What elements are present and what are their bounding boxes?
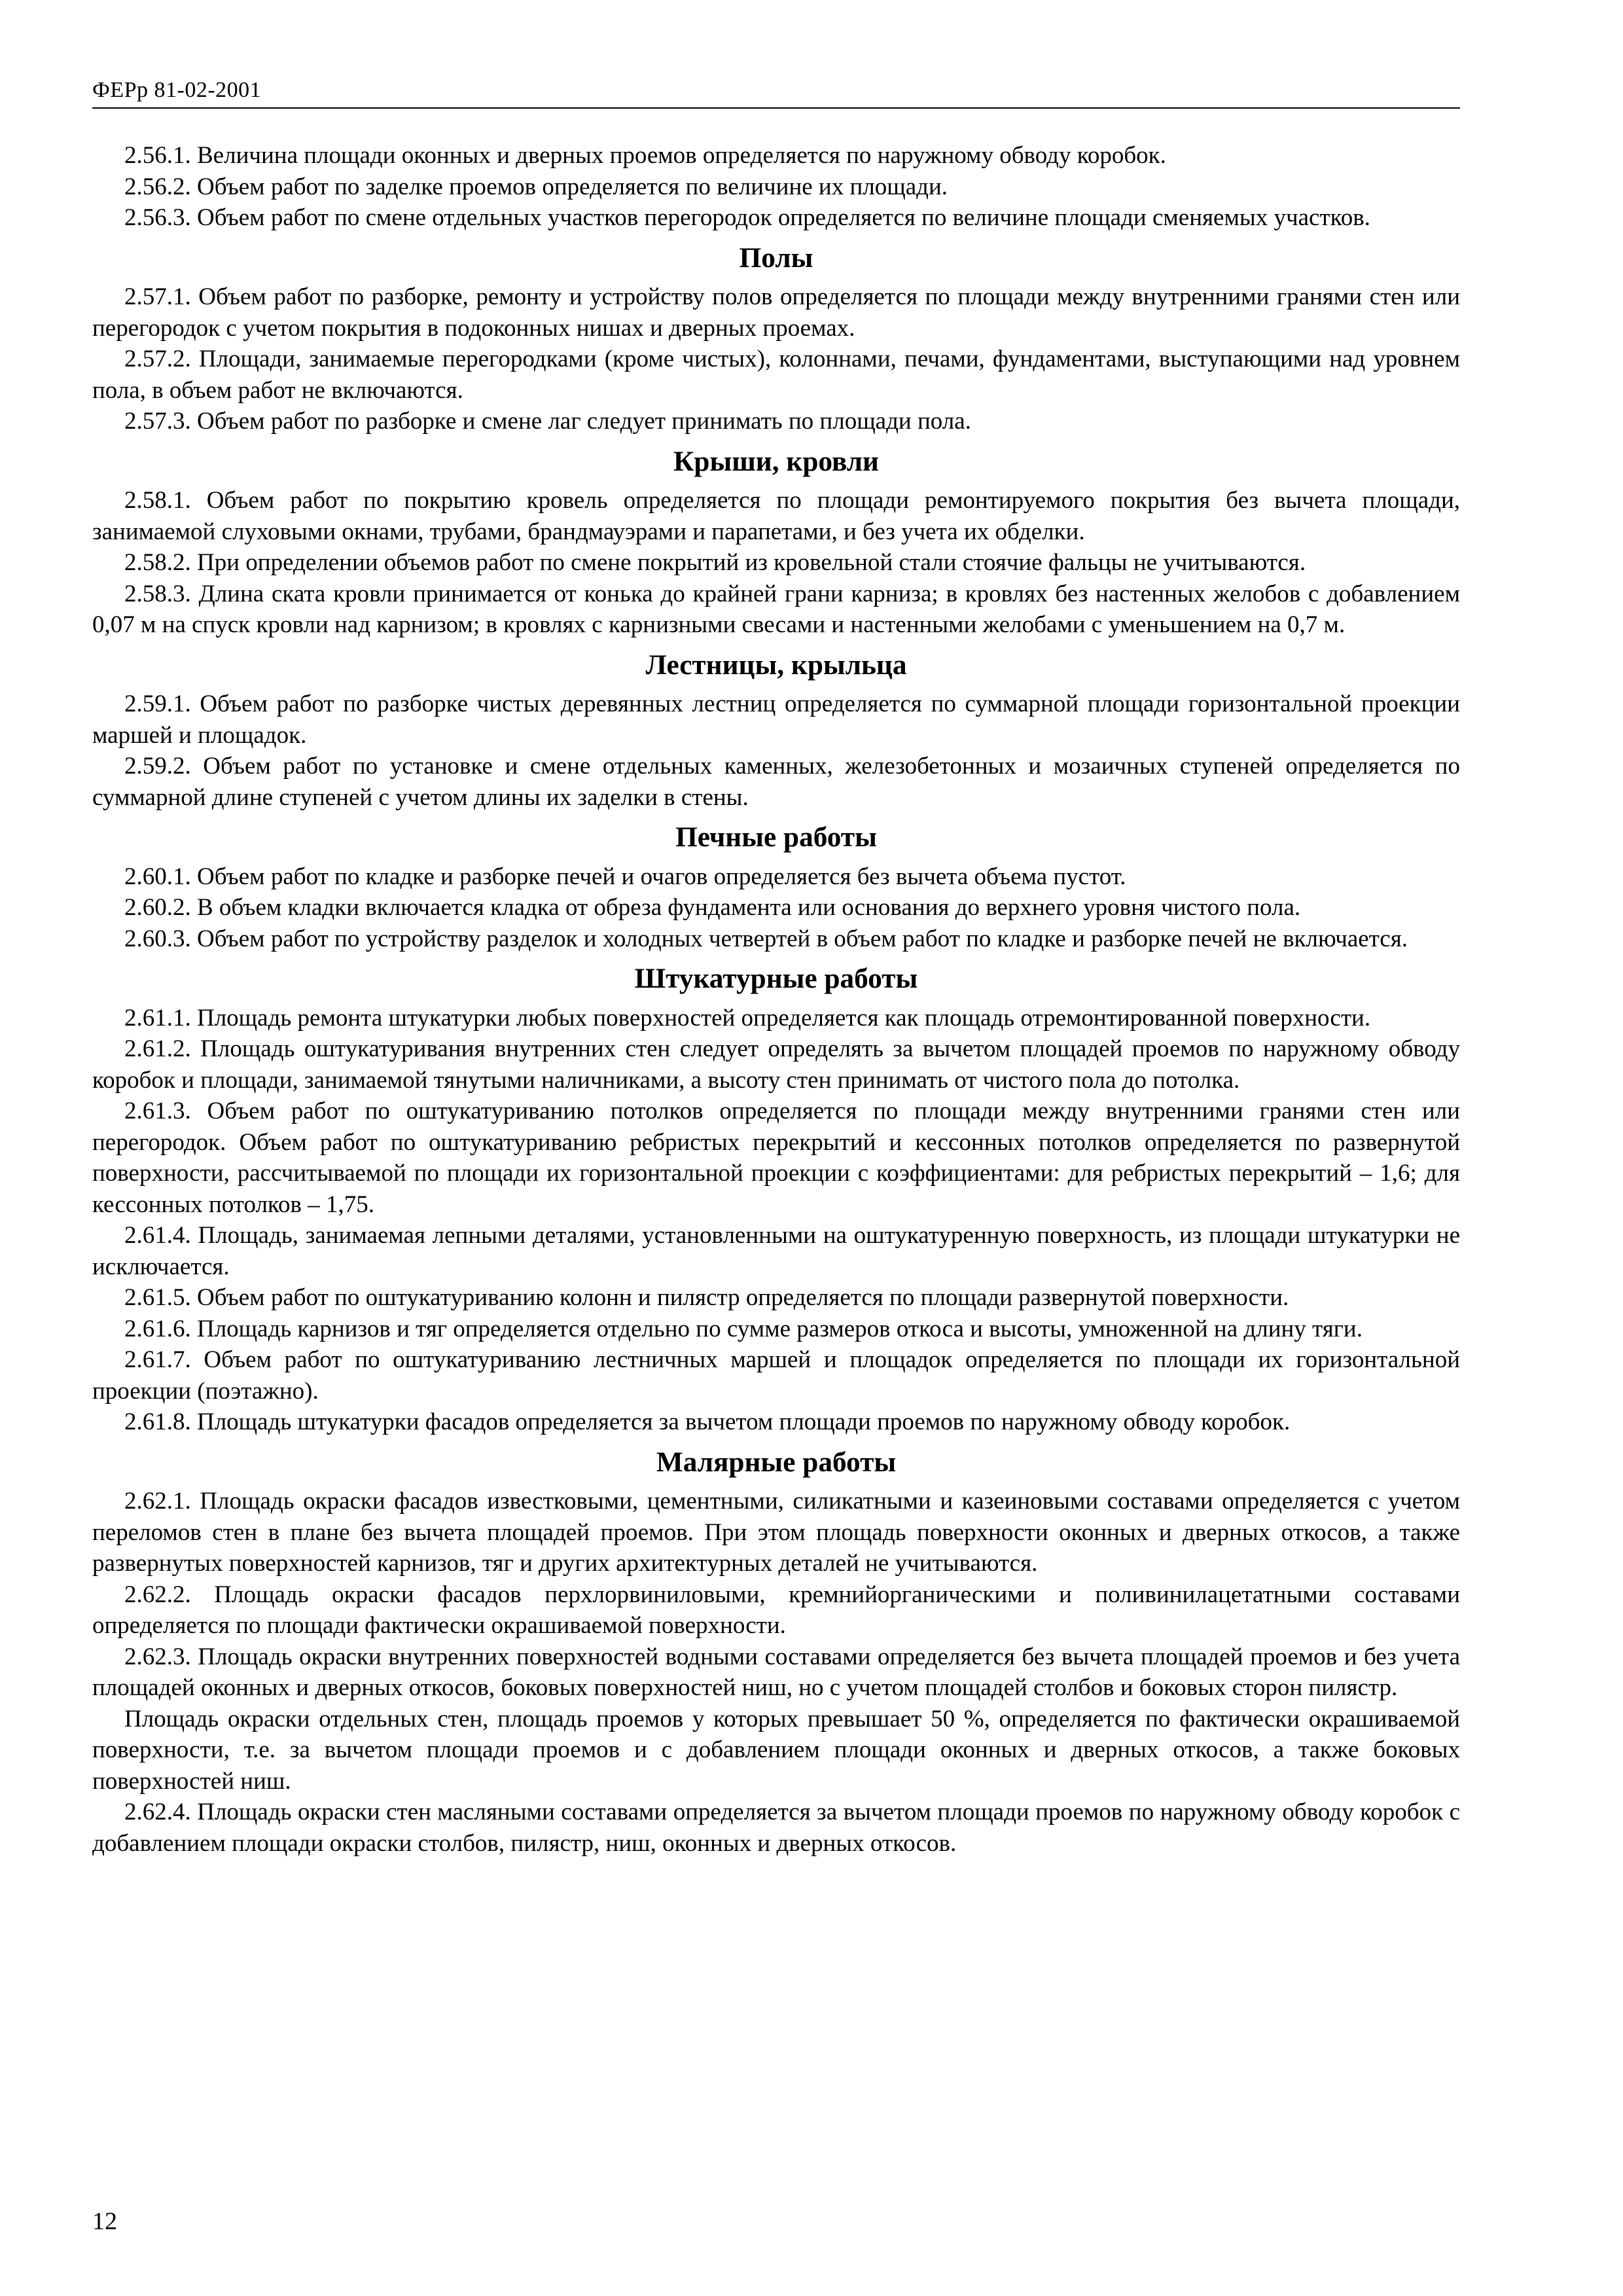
paragraph-2-60-1: 2.60.1. Объем работ по кладке и разборке печей и очагов определяется без вычета объема пустот. [124, 863, 1126, 890]
section-heading-stoves: Печные работы [675, 821, 877, 853]
page-number: 12 [92, 2208, 117, 2235]
paragraph-2-62-3: 2.62.3. Площадь окраски внутренних поверхностей водными составами определяется без вычета площадей проемов и без учета площадей оконных и дверных откосов, боковых поверхностей ниш, но с учетом площадей столбов и боковых сторон пилястр. [92, 1643, 1460, 1701]
paragraph-2-61-2: 2.61.2. Площадь оштукатуривания внутренних стен следует определять за вычетом площадей проемов по наружному обводу коробок и площади, занимаемой тянутыми наличниками, а высоту стен принимать от чистого пола до потолка. [92, 1035, 1460, 1094]
section-heading-plaster: Штукатурные работы [634, 963, 918, 994]
paragraph-2-61-6: 2.61.6. Площадь карнизов и тяг определяется отдельно по сумме размеров откоса и высоты, умноженной на длину тяги. [124, 1315, 1363, 1342]
section-heading-stairs: Лестницы, крыльца [645, 649, 907, 681]
paragraph-2-58-1: 2.58.1. Объем работ по покрытию кровель определяется по площади ремонтируемого покрытия без вычета площади, занимаемой слуховыми окнами, трубами, брандмауэрами и парапетами, и без учета их обделки. [92, 487, 1460, 545]
paragraph-2-61-5: 2.61.5. Объем работ по оштукатуриванию колонн и пилястр определяется по площади развернутой поверхности. [124, 1284, 1289, 1311]
paragraph-2-56-2: 2.56.2. Объем работ по заделке проемов определяется по величине их площади. [124, 173, 948, 200]
document-code: ФЕРр 81-02-2001 [92, 78, 262, 102]
paragraph-2-62-1: 2.62.1. Площадь окраски фасадов известковыми, цементными, силикатными и казеиновыми составами определяется с учетом переломов стен в плане без вычета площадей проемов. При этом площадь поверхности оконных и дверных откосов, а также развернутых поверхностей карнизов, тяг и других архитектурных деталей не учитываются. [92, 1488, 1460, 1577]
paragraph-2-58-3: 2.58.3. Длина ската кровли принимается от конька до крайней грани карниза; в кровлях без настенных желобов с добавлением 0,07 м на спуск кровли над карнизом; в кровлях с карнизными свесами и настенными желобами с уменьшением на 0,7 м. [92, 580, 1460, 638]
paragraph-2-62-2: 2.62.2. Площадь окраски фасадов перхлорвиниловыми, кремнийорганическими и поливинилацетатными составами определяется по площади фактически окрашиваемой поверхности. [92, 1581, 1460, 1639]
document-body [92, 140, 1460, 1859]
paragraph-2-61-3: 2.61.3. Объем работ по оштукатуриванию потолков определяется по площади между внутренними гранями стен или перегородок. Объем работ по оштукатуриванию ребристых перекрытий и кессонных потолков определяется по развернутой поверхности, рассчитываемой по площади их горизонтальной проекции с коэффициентами: для ребристых перекрытий – 1,6; для кессонных потолков – 1,75. [92, 1098, 1460, 1218]
paragraph-2-56-3: 2.56.3. Объем работ по смене отдельных участков перегородок определяется по величине площади сменяемых участков. [124, 204, 1370, 231]
paragraph-2-60-2: 2.60.2. В объем кладки включается кладка от обреза фундамента или основания до верхнего уровня чистого пола. [124, 894, 1301, 921]
paragraph-2-59-2: 2.59.2. Объем работ по установке и смене отдельных каменных, железобетонных и мозаичных ступеней определяется по суммарной длине ступеней с учетом длины их заделки в стены. [92, 753, 1460, 811]
section-heading-roofs: Крыши, кровли [673, 445, 879, 477]
paragraph-2-61-4: 2.61.4. Площадь, занимаемая лепными деталями, установленными на оштукатуренную поверхность, из площади штукатурки не исключается. [92, 1222, 1460, 1280]
paragraph-2-60-3: 2.60.3. Объем работ по устройству разделок и холодных четвертей в объем работ по кладке и разборке печей не включается. [124, 925, 1408, 952]
paragraph-2-56-1: 2.56.1. Величина площади оконных и дверных проемов определяется по наружному обводу коробок. [124, 142, 1166, 169]
paragraph-2-61-7: 2.61.7. Объем работ по оштукатуриванию лестничных маршей и площадок определяется по площади их горизонтальной проекции (поэтажно). [92, 1346, 1460, 1405]
running-header [92, 77, 1460, 109]
paragraph-2-62-3-cont: Площадь окраски отдельных стен, площадь проемов у которых превышает 50 %, определяется по фактически окрашиваемой поверхности, т.е. за вычетом площади проемов и с добавлением площади оконных и дверных откосов, а также боковых поверхностей ниш. [92, 1705, 1460, 1795]
paragraph-2-61-1: 2.61.1. Площадь ремонта штукатурки любых поверхностей определяется как площадь отремонтированной поверхности. [124, 1004, 1371, 1031]
section-heading-painting: Малярные работы [656, 1446, 897, 1478]
paragraph-2-58-2: 2.58.2. При определении объемов работ по смене покрытий из кровельной стали стоячие фальцы не учитываются. [124, 549, 1306, 576]
paragraph-2-57-1: 2.57.1. Объем работ по разборке, ремонту и устройству полов определяется по площади между внутренними гранями стен или перегородок с учетом покрытия в подоконных нишах и дверных проемах. [92, 283, 1460, 342]
paragraph-2-62-4: 2.62.4. Площадь окраски стен масляными составами определяется за вычетом площади проемов по наружному обводу коробок с добавлением площади окраски столбов, пилястр, ниш, оконных и дверных откосов. [92, 1799, 1460, 1857]
paragraph-2-59-1: 2.59.1. Объем работ по разборке чистых деревянных лестниц определяется по суммарной площади горизонтальной проекции маршей и площадок. [92, 691, 1460, 749]
paragraph-2-61-8: 2.61.8. Площадь штукатурки фасадов определяется за вычетом площади проемов по наружному обводу коробок. [124, 1408, 1291, 1435]
section-heading-floors: Полы [739, 242, 813, 274]
paragraph-2-57-3: 2.57.3. Объем работ по разборке и смене лаг следует принимать по площади пола. [124, 408, 971, 435]
paragraph-2-57-2: 2.57.2. Площади, занимаемые перегородками (кроме чистых), колоннами, печами, фундаментами, выступающими над уровнем пола, в объем работ не включаются. [92, 346, 1460, 404]
